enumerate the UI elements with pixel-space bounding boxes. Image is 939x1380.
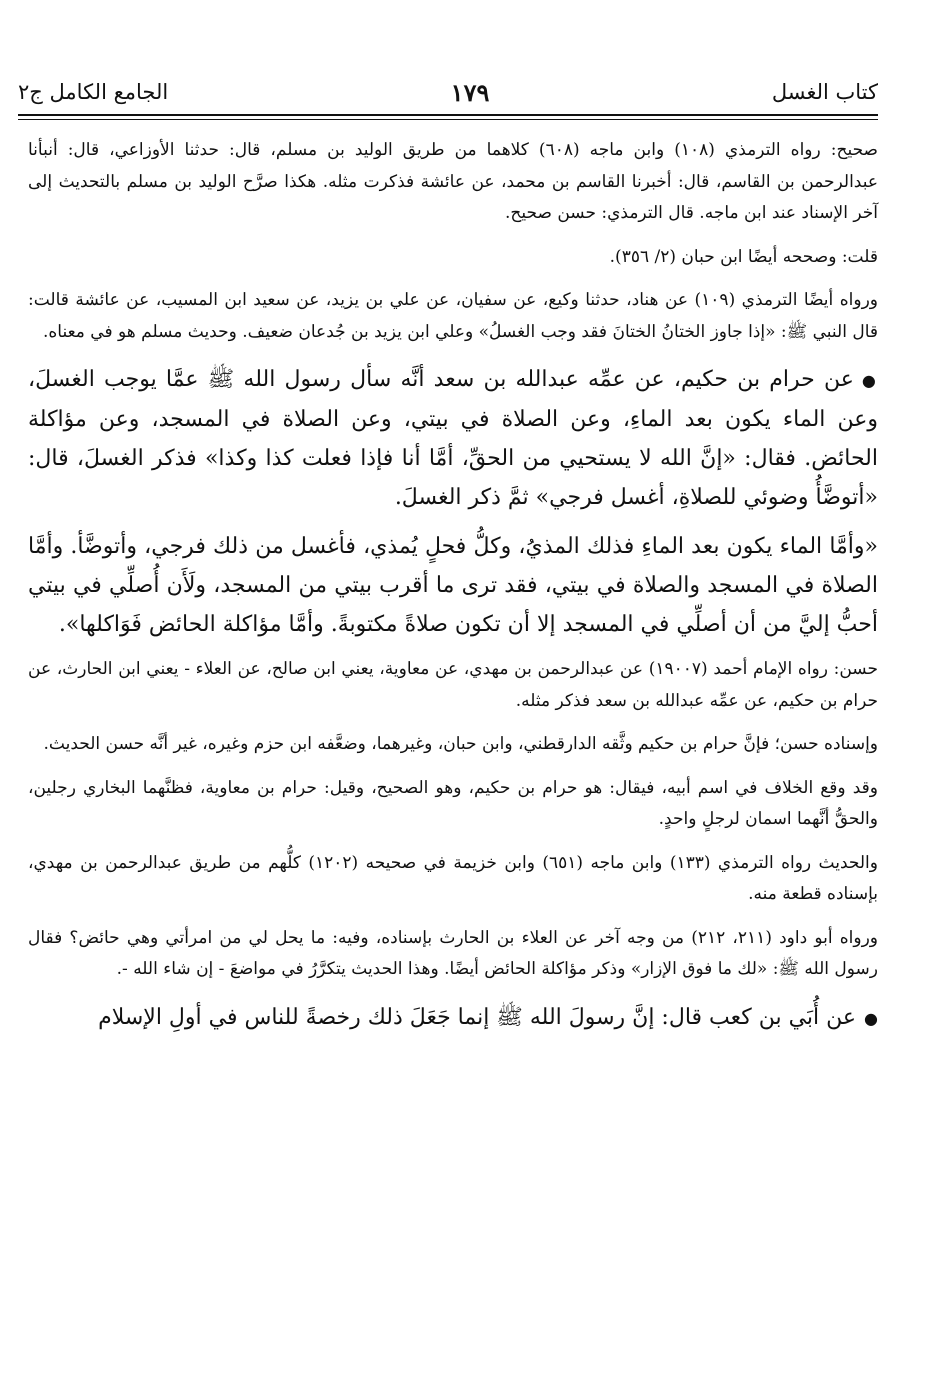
bullet-icon: ● [861,371,878,390]
commentary-paragraph: وقد وقع الخلاف في اسم أبيه، فيقال: هو حرام بن حكيم، وهو الصحيح، وقيل: حرام بن معاوية، فظنَّهما البخاري رجلين، والحقُّ أنَّهما اسمان لرجلٍ واحدٍ. [28,777,878,829]
takhrij-paragraph: ورواه أيضًا الترمذي (١٠٩) عن هناد، حدثنا وكيع، عن سفيان، عن علي بن يزيد، عن سعيد ابن المسيب، عن عائشة قالت: قال النبي ﷺ: «إذا جاوز الختانُ الختانَ فقد وجب الغسلُ» وعلي ابن يزيد بن جُدعان ضعيف. وحديث مسلم هو في معناه. [28,290,878,342]
hadith-paragraph [28,998,878,1038]
chapter-title: كتاب الغسل [771,80,878,104]
header-rule-thin [18,119,878,120]
takhrij-paragraph: ورواه أبو داود (٢١١، ٢١٢) من وجه آخر عن العلاء بن الحارث بإسناده، وفيه: ما يحل لي من امرأتي وهي حائض؟ فقال رسول الله ﷺ: «لك ما فوق الإزار» وذكر مؤاكلة الحائض أيضًا. وهذا الحديث يتكرَّرُ في مواضعَ - إن شاء الله -. [28,927,878,979]
commentary-paragraph: وإسناده حسن؛ فإنَّ حرام بن حكيم وثَّقه الدارقطني، وابن حبان، وغيرهما، وضعَّفه ابن حزم وغيره، غير أنَّه حسن الحديث. [43,734,878,754]
takhrij-paragraph: صحيح: رواه الترمذي (١٠٨) وابن ماجه (٦٠٨) كلاهما من طريق الوليد بن مسلم، قال: حدثنا الأوزاعي، قال: أنبأنا عبدالرحمن بن القاسم، قال: أخبرنا القاسم بن محمد، عن عائشة فذكرت مثله. هكذا صرَّح الوليد بن مسلم بالتحديث إلى آخر الإسناد عند ابن ماجه. قال الترمذي: حسن صحيح. [28,140,878,223]
page-body [28,135,878,1048]
hadith-paragraph: «وأمَّا الماء يكون بعد الماءِ فذلك المذيُ، وكلُّ فحلٍ يُمذي، فأغسل من ذلك فرجي، وأتوضَّأ. وأمَّا الصلاة في المسجد والصلاة في بيتي، فقد ترى ما أقرب بيتي من المسجد، ولَأَن أُصلِّي في بيتي أحبُّ إليَّ من أن أصلِّي في المسجد إلا أن تكون صلاةً مكتوبةً. وأمَّا مؤاكلة الحائض فَوَاكلها». [28,534,878,637]
header-rule-thick [18,114,878,116]
book-title: الجامع الكامل ج٢ [18,80,169,104]
takhrij-paragraph: حسن: رواه الإمام أحمد (١٩٠٠٧) عن عبدالرحمن بن مهدي، عن معاوية، يعني ابن صالح، عن العلاء - يعني ابن الحارث، عن حرام بن حكيم، عن عمِّه عبدالله بن سعد فذكر مثله. [28,659,878,711]
hadith-text: عن أُبَي بن كعب قال: إنَّ رسولَ الله ﷺ إنما جَعَلَ ذلك رخصةً للناس في أولِ الإسلام [98,1004,857,1030]
hadith-paragraph [28,360,878,517]
bullet-icon: ● [864,1008,878,1028]
note-paragraph: قلت: وصححه أيضًا ابن حبان (٢/ ٣٥٦). [609,246,878,267]
takhrij-paragraph: والحديث رواه الترمذي (١٣٣) وابن ماجه (٦٥١) وابن خزيمة في صحيحه (١٢٠٢) كلُّهم من طريق عبدالرحمن بن مهدي، بإسناده قطعة منه. [28,852,878,904]
page-number: ١٧٩ [450,77,490,107]
page-header [18,72,878,112]
hadith-text: عن حرام بن حكيم، عن عمِّه عبدالله بن سعد أنَّه سأل رسول الله ﷺ عمَّا يوجب الغسلَ، وعن الماء يكون بعد الماءِ، وعن الصلاة في بيتي، وعن الصلاة في المسجد، وعن مؤاكلة الحائض. فقال: «إنَّ الله لا يستحيي من الحقِّ، أمَّا أنا فإذا فعلت كذا وكذا» فذكر الغسلَ، قال: «أتوضَّأُ وضوئي للصلاةِ، أغسل فرجي» ثمَّ ذكر الغسلَ. [28,367,878,510]
